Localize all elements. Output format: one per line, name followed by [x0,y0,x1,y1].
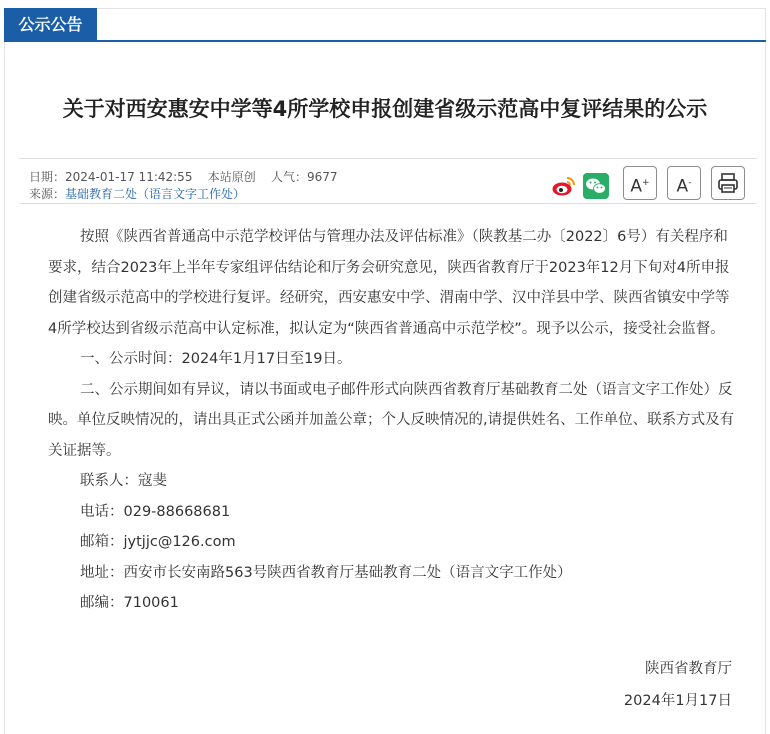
paragraph-period: 一、公示时间：2024年1月17日至19日。 [80,351,352,367]
font-decrease-button[interactable] [667,166,701,200]
print-button[interactable] [711,166,745,200]
meta-views: 人气：9677 [271,170,338,184]
contact-person: 联系人：寇斐 [80,473,167,489]
contact-phone: 电话：029-88668681 [80,503,231,520]
plus-icon: + [642,178,650,188]
meta-info-line [29,168,338,185]
wechat-icon[interactable] [583,173,609,199]
meta-source-line [29,185,245,202]
paragraph-intro: 按照《陕西省普通高中示范学校评估与管理办法及评估标准》（陕教基二办〔2022〕6号）有关程序和要求，结合2023年上半年专家组评估结论和厅务会研究意见，陕西省教育厅于2023年12月下旬对4所申报创建省级示范高中的学校进行复评。经研究，西安惠安中学、渭南中学、汉中洋县中学、陕西省镇安中学等4所学校达到省级示范高中认定标准，拟认定为“陕西省普通高中示范学校”。现予以公示，接受社会监督。 [48,229,730,337]
printer-icon [712,167,744,199]
meta-date: 日期：2024-01-17 11:42:55 [29,170,193,184]
font-increase-button[interactable] [623,166,657,200]
weibo-icon[interactable] [551,173,577,199]
contact-postcode: 邮编：710061 [80,595,179,611]
section-header-bar [4,8,766,42]
article-body [48,222,738,619]
font-decrease-label: A [676,176,689,197]
meta-source-label: 来源： [29,187,66,201]
contact-address: 地址：西安市长安南路563号陕西省教育厅基础教育二处（语言文字工作处） [80,564,572,581]
font-increase-label: A [630,176,643,197]
paragraph-objection: 二、公示期间如有异议，请以书面或电子邮件形式向陕西省教育厅基础教育二处（语言文字工作处）反映。单位反映情况的，请出具正式公函并加盖公章；个人反映情况的,请提供姓名、工作单位、联系方式及有关证据等。 [48,381,735,459]
signature-org: 陕西省教育厅 [645,661,732,677]
signature-date: 2024年1月17日 [623,693,732,709]
minus-icon: - [688,178,692,188]
article-title: 关于对西安惠安中学等4所学校申报创建省级示范高中复评结果的公示 [62,97,708,121]
meta-source-link[interactable]: 基础教育二处（语言文字工作处） [65,187,246,201]
meta-origin: 本站原创 [207,170,256,184]
section-tag[interactable]: 公示公告 [4,8,97,42]
contact-email: 邮箱：jytjjc@126.com [80,534,236,550]
